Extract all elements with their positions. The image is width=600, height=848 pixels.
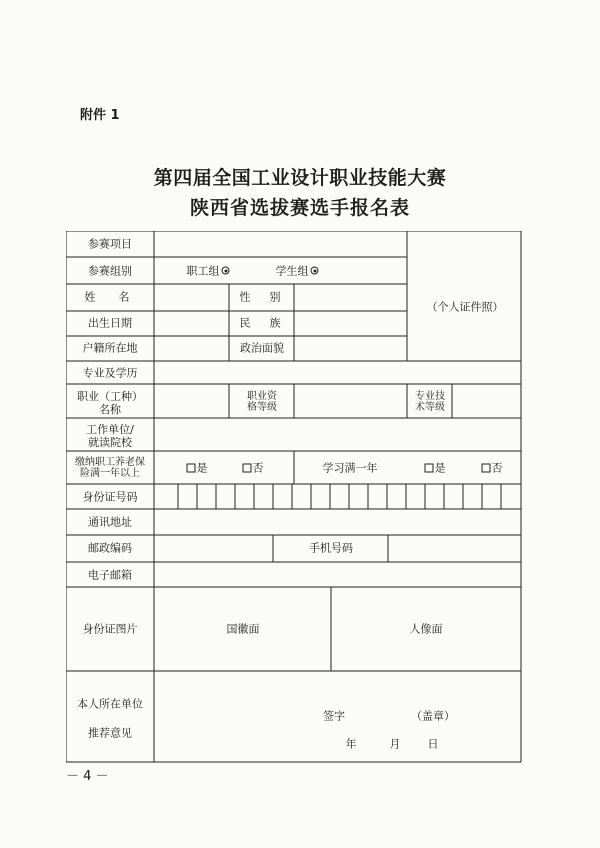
tech-level-label: 专业技 术等级 — [415, 391, 445, 413]
phone-label: 手机号码 — [309, 541, 353, 555]
emblem-side-label: 国徽面 — [226, 622, 260, 636]
address-label: 通讯地址 — [88, 515, 132, 529]
portrait-side-label: 人像面 — [409, 622, 443, 636]
event-label: 参赛项目 — [88, 237, 132, 251]
radio-selected-icon — [311, 267, 319, 275]
pension-yes-checkbox[interactable]: 是 — [187, 462, 208, 475]
rec-label-line2: 推荐意见 — [88, 726, 132, 740]
occupation-label: 职业（工种） 名称 — [77, 390, 143, 416]
sign-label: 签字 — [323, 709, 345, 723]
id-number-label: 身份证号码 — [82, 490, 138, 504]
group-label: 参赛组别 — [88, 264, 132, 278]
photo-placeholder: （个人证件照） — [426, 300, 504, 314]
page-number: － 4 － — [66, 769, 109, 784]
birth-label: 出生日期 — [88, 316, 132, 330]
email-label: 电子邮箱 — [88, 568, 132, 582]
qualification-label: 职业资 格等级 — [247, 391, 277, 413]
attachment-label: 附件 1 — [80, 108, 120, 123]
pension-label: 缴纳职工养老保 险满一年以上 — [75, 457, 145, 479]
name-label: 姓 名 — [84, 290, 136, 304]
form-title: 第四届全国工业设计职业技能大赛 — [153, 167, 447, 189]
employer-label: 工作单位/ 就读院校 — [86, 423, 134, 449]
gender-label: 性 别 — [239, 290, 285, 304]
major-label: 专业及学历 — [82, 366, 138, 380]
political-label: 政治面貌 — [240, 341, 284, 355]
study-yes-checkbox[interactable]: 是 — [425, 462, 446, 475]
household-label: 户籍所在地 — [82, 341, 138, 355]
rec-label-line1: 本人所在单位 — [77, 697, 143, 711]
year-label: 年 — [345, 737, 357, 751]
form-subtitle: 陕西省选拔赛选手报名表 — [189, 197, 410, 219]
seal-label: （盖章） — [411, 709, 455, 723]
day-label: 日 — [427, 737, 439, 751]
ethnicity-label: 民 族 — [239, 316, 285, 330]
study-label: 学习满一年 — [322, 461, 378, 475]
group-worker-option[interactable]: 职工组 — [187, 265, 230, 278]
month-label: 月 — [389, 737, 401, 751]
postal-label: 邮政编码 — [88, 541, 132, 555]
study-no-checkbox[interactable]: 否 — [482, 462, 503, 475]
group-student-option[interactable]: 学生组 — [276, 265, 319, 278]
radio-selected-icon — [222, 267, 230, 275]
pension-no-checkbox[interactable]: 否 — [243, 462, 264, 475]
id-photo-label: 身份证图片 — [82, 622, 138, 636]
